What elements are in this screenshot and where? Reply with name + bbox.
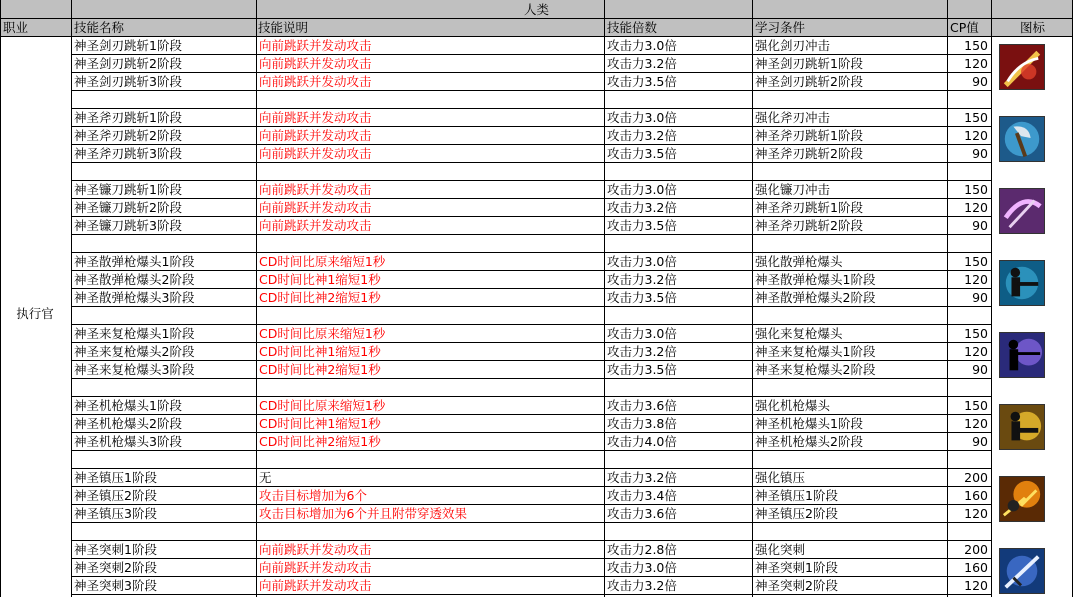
skill-multiplier[interactable]: 攻击力2.8倍 [607,542,677,557]
header-job[interactable]: 职业 [3,20,29,35]
grid-vline [947,0,948,597]
skill-desc[interactable]: 向前跳跃并发动攻击 [259,578,372,593]
skill-cp[interactable]: 150 [964,110,988,125]
skill-requirement[interactable]: 神圣剑刃跳斩1阶段 [755,56,863,71]
skill-desc[interactable]: CD时间比原来缩短1秒 [259,254,386,269]
skill-requirement[interactable]: 神圣斧刃跳斩2阶段 [755,218,863,233]
skill-cp[interactable]: 90 [972,74,988,89]
scythe-icon [999,188,1045,234]
skill-name[interactable]: 神圣机枪爆头1阶段 [74,398,182,413]
skill-multiplier[interactable]: 攻击力3.4倍 [607,488,677,503]
skill-multiplier[interactable]: 攻击力3.2倍 [607,56,677,71]
skill-desc[interactable]: CD时间比原来缩短1秒 [259,398,386,413]
skill-multiplier[interactable]: 攻击力3.2倍 [607,578,677,593]
skill-desc[interactable]: 无 [259,470,272,485]
thrust-icon [999,548,1045,594]
header-req[interactable]: 学习条件 [755,20,806,35]
skill-requirement[interactable]: 神圣机枪爆头1阶段 [755,416,863,431]
skill-desc[interactable]: 向前跳跃并发动攻击 [259,128,372,143]
skill-requirement[interactable]: 神圣镇压2阶段 [755,506,838,521]
rifle-icon [999,332,1045,378]
skill-cp[interactable]: 90 [972,362,988,377]
skill-requirement[interactable]: 强化斧刃冲击 [755,110,831,125]
skill-multiplier[interactable]: 攻击力3.5倍 [607,218,677,233]
skill-multiplier[interactable]: 攻击力3.5倍 [607,290,677,305]
skill-name[interactable]: 神圣来复枪爆头3阶段 [74,362,195,377]
skill-name[interactable]: 神圣散弹枪爆头1阶段 [74,254,195,269]
grid-hline [0,18,1073,19]
skill-name[interactable]: 神圣斧刃跳斩2阶段 [74,128,182,143]
grid-vline [604,0,605,597]
skill-requirement[interactable]: 强化镇压 [755,470,806,485]
skill-cp[interactable]: 120 [964,416,988,431]
header-mult[interactable]: 技能倍数 [607,20,658,35]
skill-desc[interactable]: CD时间比原来缩短1秒 [259,326,386,341]
header-icon[interactable]: 图标 [1019,20,1045,35]
skill-multiplier[interactable]: 攻击力3.5倍 [607,146,677,161]
skill-multiplier[interactable]: 攻击力3.6倍 [607,398,677,413]
skill-cp[interactable]: 150 [964,326,988,341]
skill-multiplier[interactable]: 攻击力3.0倍 [607,38,677,53]
skill-multiplier[interactable]: 攻击力3.2倍 [607,272,677,287]
skill-name[interactable]: 神圣散弹枪爆头2阶段 [74,272,195,287]
skill-requirement[interactable]: 神圣斧刃跳斩1阶段 [755,128,863,143]
skill-requirement[interactable]: 神圣斧刃跳斩1阶段 [755,200,863,215]
skill-cp[interactable]: 120 [964,506,988,521]
skill-requirement[interactable]: 神圣来复枪爆头1阶段 [755,344,876,359]
skill-desc[interactable]: CD时间比神2缩短1秒 [259,362,381,377]
skill-desc[interactable]: 向前跳跃并发动攻击 [259,146,372,161]
skill-requirement[interactable]: 强化机枪爆头 [755,398,831,413]
skill-desc[interactable]: 向前跳跃并发动攻击 [259,542,372,557]
skill-requirement[interactable]: 强化来复枪爆头 [755,326,843,341]
skill-name[interactable]: 神圣镰刀跳斩3阶段 [74,218,182,233]
skill-requirement[interactable]: 神圣机枪爆头2阶段 [755,434,863,449]
skill-requirement[interactable]: 强化散弹枪爆头 [755,254,843,269]
skill-cp[interactable]: 200 [964,470,988,485]
skill-cp[interactable]: 90 [972,218,988,233]
skill-name[interactable]: 神圣剑刃跳斩2阶段 [74,56,182,71]
skill-name[interactable]: 神圣镇压2阶段 [74,488,157,503]
skill-desc[interactable]: 向前跳跃并发动攻击 [259,560,372,575]
skill-multiplier[interactable]: 攻击力3.0倍 [607,110,677,125]
skill-desc[interactable]: 向前跳跃并发动攻击 [259,218,372,233]
skill-name[interactable]: 神圣镇压1阶段 [74,470,157,485]
skill-desc[interactable]: 向前跳跃并发动攻击 [259,182,372,197]
skill-name[interactable]: 神圣突刺1阶段 [74,542,157,557]
skill-cp[interactable]: 90 [972,146,988,161]
axe-icon [999,116,1045,162]
suppress-icon [999,476,1045,522]
skill-multiplier[interactable]: 攻击力3.0倍 [607,254,677,269]
skill-name[interactable]: 神圣来复枪爆头1阶段 [74,326,195,341]
skill-requirement[interactable]: 神圣剑刃跳斩2阶段 [755,74,863,89]
skill-desc[interactable]: CD时间比神2缩短1秒 [259,290,381,305]
skill-name[interactable]: 神圣突刺2阶段 [74,560,157,575]
skill-cp[interactable]: 160 [964,488,988,503]
shotgun-icon [999,260,1045,306]
skill-cp[interactable]: 120 [964,56,988,71]
skill-cp[interactable]: 160 [964,560,988,575]
header-cp[interactable]: CP值 [950,20,979,35]
skill-cp[interactable]: 120 [964,128,988,143]
skill-multiplier[interactable]: 攻击力3.5倍 [607,362,677,377]
skill-requirement[interactable]: 神圣散弹枪爆头2阶段 [755,290,876,305]
skill-cp[interactable]: 90 [972,434,988,449]
skill-desc[interactable]: CD时间比神1缩短1秒 [259,344,381,359]
skill-multiplier[interactable]: 攻击力3.0倍 [607,326,677,341]
skill-requirement[interactable]: 神圣来复枪爆头2阶段 [755,362,876,377]
skill-requirement[interactable]: 神圣突刺1阶段 [755,560,838,575]
skill-requirement[interactable]: 神圣散弹枪爆头1阶段 [755,272,876,287]
skill-name[interactable]: 神圣斧刃跳斩3阶段 [74,146,182,161]
skill-name[interactable]: 神圣镰刀跳斩2阶段 [74,200,182,215]
skill-requirement[interactable]: 强化突刺 [755,542,806,557]
skill-name[interactable]: 神圣机枪爆头3阶段 [74,434,182,449]
skill-desc[interactable]: CD时间比神2缩短1秒 [259,434,381,449]
header-name[interactable]: 技能名称 [74,20,125,35]
skill-cp[interactable]: 150 [964,182,988,197]
sword-slash-icon [999,44,1045,90]
skill-requirement[interactable]: 强化镰刀冲击 [755,182,831,197]
skill-multiplier[interactable]: 攻击力3.2倍 [607,200,677,215]
skill-desc[interactable]: 向前跳跃并发动攻击 [259,38,372,53]
skill-name[interactable]: 神圣镰刀跳斩1阶段 [74,182,182,197]
skill-cp[interactable]: 120 [964,200,988,215]
header-desc[interactable]: 技能说明 [258,20,309,35]
skill-multiplier[interactable]: 攻击力3.6倍 [607,506,677,521]
skill-multiplier[interactable]: 攻击力3.8倍 [607,416,677,431]
skill-requirement[interactable]: 神圣突刺2阶段 [755,578,838,593]
skill-multiplier[interactable]: 攻击力3.2倍 [607,128,677,143]
skill-desc[interactable]: 向前跳跃并发动攻击 [259,74,372,89]
grid-vline [991,0,992,597]
skill-requirement[interactable]: 神圣斧刃跳斩2阶段 [755,146,863,161]
skill-name[interactable]: 神圣来复枪爆头2阶段 [74,344,195,359]
skill-cp[interactable]: 120 [964,272,988,287]
skill-cp[interactable]: 150 [964,38,988,53]
skill-name[interactable]: 神圣散弹枪爆头3阶段 [74,290,195,305]
grid-vline [71,0,72,597]
skill-cp[interactable]: 90 [972,290,988,305]
skill-multiplier[interactable]: 攻击力3.2倍 [607,344,677,359]
skill-name[interactable]: 神圣剑刃跳斩1阶段 [74,38,182,53]
skill-requirement[interactable]: 强化剑刃冲击 [755,38,831,53]
skill-desc[interactable]: CD时间比神1缩短1秒 [259,416,381,431]
skill-requirement[interactable]: 神圣镇压1阶段 [755,488,838,503]
grid-vline [752,0,753,597]
sheet-title: 人类 [523,2,549,17]
skill-desc[interactable]: 攻击目标增加为6个 [259,488,367,503]
skill-multiplier[interactable]: 攻击力3.0倍 [607,182,677,197]
skill-multiplier[interactable]: 攻击力3.2倍 [607,470,677,485]
job-cell[interactable]: 执行官 [16,306,54,321]
skill-name[interactable]: 神圣突刺3阶段 [74,578,157,593]
skill-cp[interactable]: 200 [964,542,988,557]
skill-name[interactable]: 神圣机枪爆头2阶段 [74,416,182,431]
skill-desc[interactable]: 向前跳跃并发动攻击 [259,56,372,71]
skill-name[interactable]: 神圣镇压3阶段 [74,506,157,521]
skill-desc[interactable]: 向前跳跃并发动攻击 [259,110,372,125]
skill-desc[interactable]: 攻击目标增加为6个并且附带穿透效果 [259,506,467,521]
machine-gun-icon [999,404,1045,450]
skill-multiplier[interactable]: 攻击力4.0倍 [607,434,677,449]
skill-cp[interactable]: 150 [964,398,988,413]
skill-name[interactable]: 神圣剑刃跳斩3阶段 [74,74,182,89]
skill-multiplier[interactable]: 攻击力3.5倍 [607,74,677,89]
grid-hline [0,36,1073,37]
skill-multiplier[interactable]: 攻击力3.0倍 [607,560,677,575]
skill-cp[interactable]: 150 [964,254,988,269]
skill-desc[interactable]: CD时间比神1缩短1秒 [259,272,381,287]
grid-vline [0,0,1,597]
skill-desc[interactable]: 向前跳跃并发动攻击 [259,200,372,215]
skill-cp[interactable]: 120 [964,578,988,593]
skill-name[interactable]: 神圣斧刃跳斩1阶段 [74,110,182,125]
grid-vline [256,0,257,597]
skill-cp[interactable]: 120 [964,344,988,359]
